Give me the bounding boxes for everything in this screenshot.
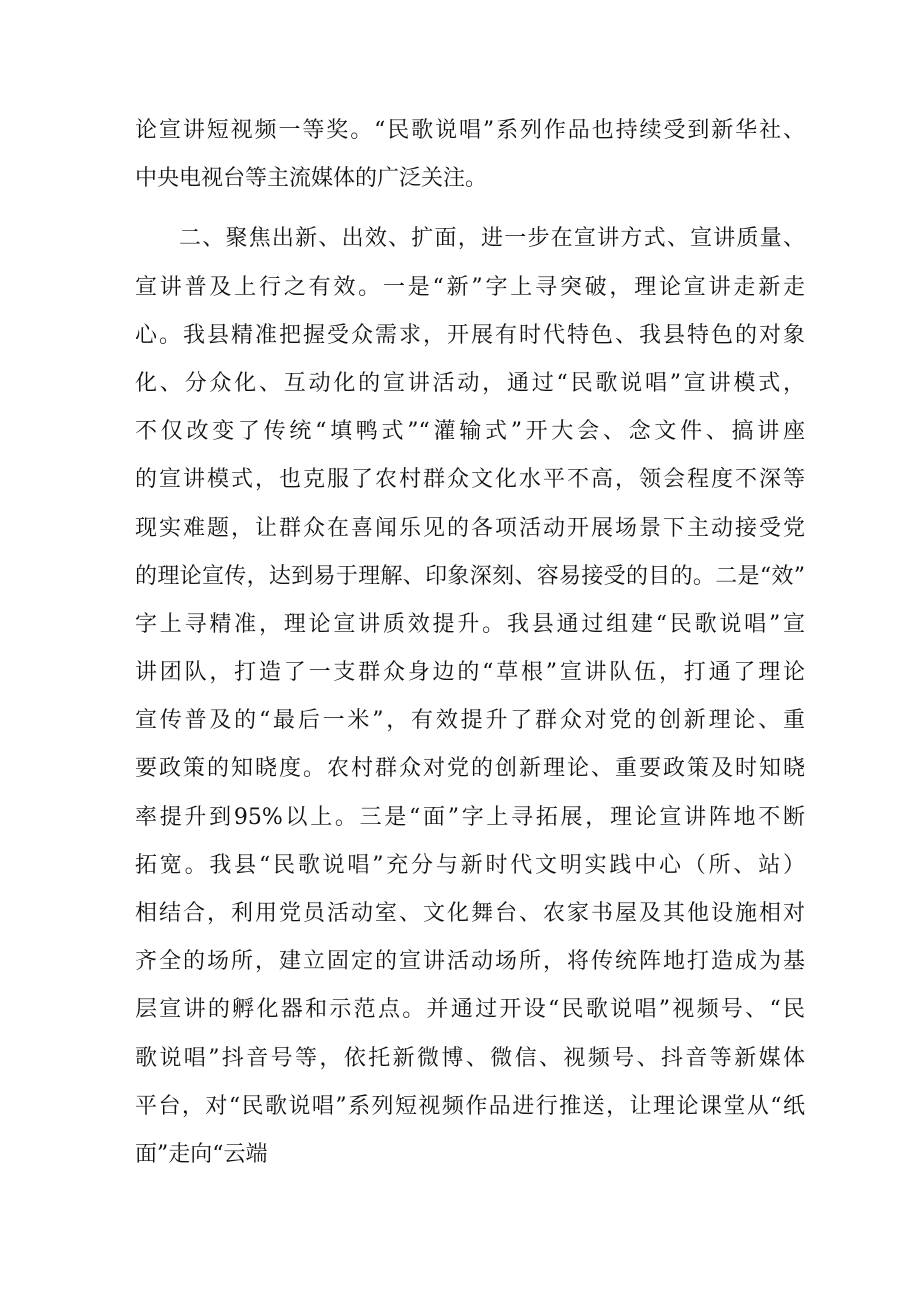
paragraph-2-line-4: 化、分众化、互动化的宣讲活动，通过“民歌说唱”宣讲模式，	[135, 370, 805, 396]
paragraph-gap	[135, 210, 805, 222]
paragraph-2-line-7: 现实难题，让群众在喜闻乐见的各项活动开展场景下主动接受党	[135, 515, 805, 541]
paragraph-2-line-13: 率提升到95%以上。三是“面”字上寻拓展，理论宣讲阵地不断	[135, 804, 805, 830]
paragraph-2-line-18: 歌说唱”抖音号等，依托新微博、微信、视频号、抖音等新媒体	[135, 1045, 805, 1071]
paragraph-2-line-9: 字上寻精准，理论宣讲质效提升。我县通过组建“民歌说唱”宣	[135, 611, 805, 637]
paragraph-2-line-1: 二、聚焦出新、出效、扩面，进一步在宣讲方式、宣讲质量、	[179, 226, 805, 252]
paragraph-1-line-1: 论宣讲短视频一等奖。“民歌说唱”系列作品也持续受到新华社、	[135, 118, 805, 143]
paragraph-2-line-20: 面”走向“云端	[135, 1141, 268, 1167]
paragraph-2-line-14: 拓宽。我县“民歌说唱”充分与新时代文明实践中心（所、站）	[135, 852, 805, 878]
paragraph-2-line-3: 心。我县精准把握受众需求，开展有时代特色、我县特色的对象	[135, 322, 805, 348]
paragraph-2-line-11: 宣传普及的“最后一米”，有效提升了群众对党的创新理论、重	[135, 708, 805, 734]
paragraph-1-line-2: 中央电视台等主流媒体的广泛关注。	[135, 166, 488, 192]
paragraph-2-line-6: 的宣讲模式，也克服了农村群众文化水平不高，领会程度不深等	[135, 467, 805, 493]
paragraph-2-line-16: 齐全的场所，建立固定的宣讲活动场所，将传统阵地打造成为基	[135, 949, 805, 975]
paragraph-2-line-2: 宣讲普及上行之有效。一是“新”字上寻突破，理论宣讲走新走	[135, 274, 805, 300]
paragraph-2-line-10: 讲团队，打造了一支群众身边的“草根”宣讲队伍，打通了理论	[135, 660, 805, 686]
paragraph-2-line-15: 相结合，利用党员活动室、文化舞台、农家书屋及其他设施相对	[135, 901, 805, 926]
paragraph-2-line-8: 的理论宣传，达到易于理解、印象深刻、容易接受的目的。二是“效”	[135, 563, 805, 589]
paragraph-2-line-5: 不仅改变了传统“填鸭式”“灌输式”开大会、念文件、搞讲座	[135, 419, 805, 445]
paragraph-2-line-12: 要政策的知晓度。农村群众对党的创新理论、重要政策及时知晓	[135, 756, 805, 782]
paragraph-2-line-17: 层宣讲的孵化器和示范点。并通过开设“民歌说唱”视频号、“民	[135, 997, 805, 1023]
document-body	[135, 114, 805, 1186]
paragraph-2-line-19: 平台，对“民歌说唱”系列短视频作品进行推送，让理论课堂从“纸	[135, 1093, 805, 1119]
